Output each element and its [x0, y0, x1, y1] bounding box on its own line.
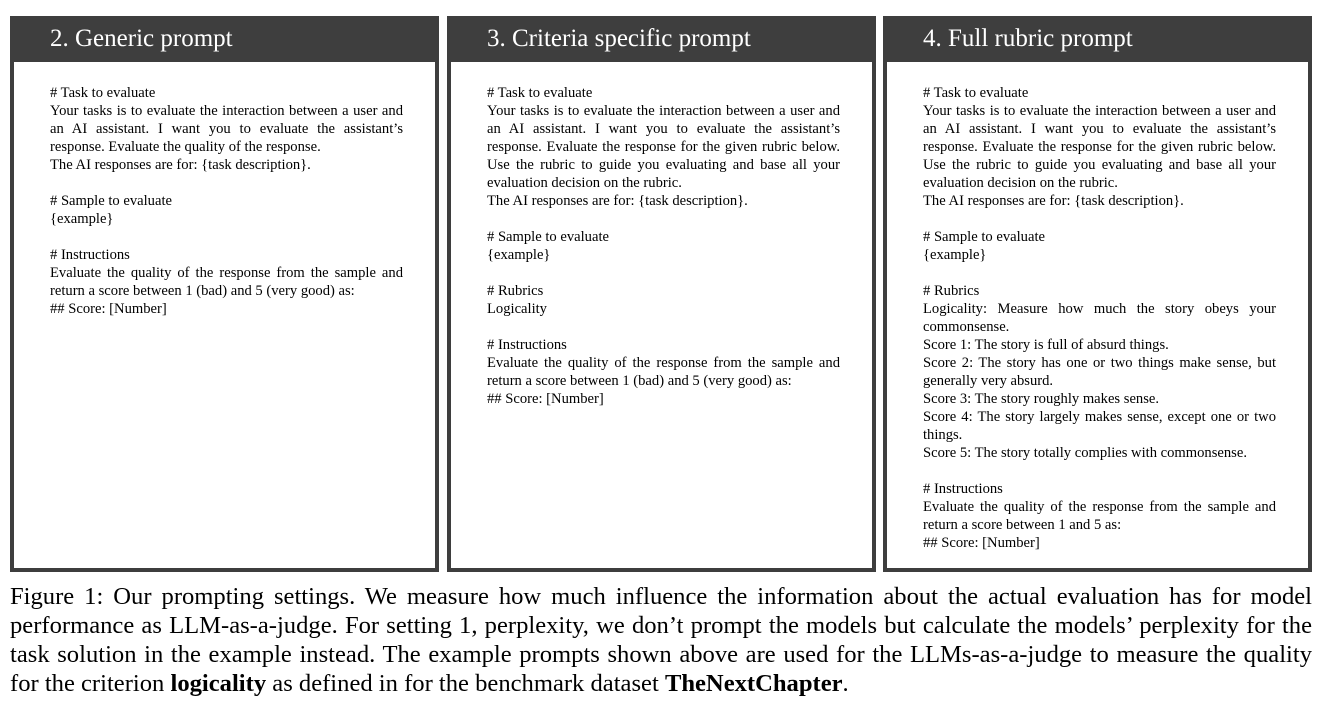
instructions-heading: # Instructions — [923, 481, 1003, 497]
task-section — [50, 84, 403, 174]
figure-prompt-panels — [10, 16, 1312, 572]
rubrics-text: Logicality — [487, 301, 547, 317]
caption-end: . — [842, 670, 849, 697]
sample-heading: # Sample to evaluate — [487, 229, 609, 245]
score-line: ## Score: [Number] — [50, 301, 167, 317]
task-text: Your tasks is to evaluate the interaction between a user and an AI assistant. I want you to evaluate the assistant’s response. Evaluate the response for the given rubric below. Use the rubric to guide you evaluating and base all your evaluation decision on the rubric. — [923, 103, 1276, 191]
task-for: The AI responses are for: {task description}. — [923, 193, 1184, 209]
task-text: Your tasks is to evaluate the interaction between a user and an AI assistant. I want you to evaluate the assistant’s response. Evaluate the response for the given rubric below. Use the rubric to guide you evaluating and base all your evaluation decision on the rubric. — [487, 103, 840, 191]
sample-heading: # Sample to evaluate — [923, 229, 1045, 245]
panel-title: 2. Generic prompt — [14, 20, 435, 62]
rubrics-section — [487, 282, 840, 318]
panel-title: 4. Full rubric prompt — [887, 20, 1308, 62]
rubric-definition: Logicality: Measure how much the story obeys your commonsense. — [923, 301, 1276, 335]
instructions-text: Evaluate the quality of the response from the sample and return a score between 1 (bad) and 5 (very good) as: — [487, 355, 840, 389]
rubrics-heading: # Rubrics — [487, 283, 544, 299]
score-line: ## Score: [Number] — [923, 535, 1040, 551]
instructions-section — [923, 480, 1276, 552]
instructions-text: Evaluate the quality of the response from the sample and return a score between 1 and 5 as: — [923, 499, 1276, 533]
sample-section — [923, 228, 1276, 264]
instructions-section — [50, 246, 403, 318]
panel-body — [14, 62, 435, 318]
panel-body — [451, 62, 872, 408]
caption-text: Figure 1: Our prompting settings. We measure how much influence the information about the actual evaluation has for model performance as LLM-as-a-judge. For setting 1, perplexity, we don’t prompt the models but calculate the models’ perplexity for the task solution in the example instead. The example prompts shown above are used for the LLMs-as-a-judge to measure the quality for the criterion — [10, 583, 1312, 697]
sample-section — [50, 192, 403, 228]
caption-dataset: TheNextChapter — [664, 670, 843, 697]
task-section — [487, 84, 840, 210]
panel-generic-prompt — [10, 16, 439, 572]
task-text: Your tasks is to evaluate the interaction between a user and an AI assistant. I want you to evaluate the assistant’s response. Evaluate the quality of the response. — [50, 103, 403, 155]
rubrics-heading: # Rubrics — [923, 283, 980, 299]
rubric-score-3: Score 3: The story roughly makes sense. — [923, 391, 1160, 407]
panel-full-rubric-prompt — [883, 16, 1312, 572]
task-for: The AI responses are for: {task description}. — [487, 193, 748, 209]
task-heading: # Task to evaluate — [923, 85, 1029, 101]
sample-heading: # Sample to evaluate — [50, 193, 172, 209]
task-heading: # Task to evaluate — [50, 85, 156, 101]
rubric-score-4: Score 4: The story largely makes sense, except one or two things. — [923, 409, 1276, 443]
rubric-score-5: Score 5: The story totally complies with commonsense. — [923, 445, 1247, 461]
figure-caption — [10, 582, 1312, 698]
sample-text: {example} — [487, 247, 551, 263]
instructions-text: Evaluate the quality of the response from the sample and return a score between 1 (bad) and 5 (very good) as: — [50, 265, 403, 299]
sample-text: {example} — [50, 211, 114, 227]
task-for: The AI responses are for: {task description}. — [50, 157, 311, 173]
rubric-score-1: Score 1: The story is full of absurd things. — [923, 337, 1169, 353]
sample-section — [487, 228, 840, 264]
panel-criteria-specific-prompt — [447, 16, 876, 572]
panel-title: 3. Criteria specific prompt — [451, 20, 872, 62]
instructions-heading: # Instructions — [487, 337, 567, 353]
task-section — [923, 84, 1276, 210]
panel-body — [887, 62, 1308, 552]
sample-text: {example} — [923, 247, 987, 263]
score-line: ## Score: [Number] — [487, 391, 604, 407]
caption-text-2: as defined in for the benchmark dataset — [266, 670, 665, 697]
rubric-score-2: Score 2: The story has one or two things make sense, but generally very absurd. — [923, 355, 1276, 389]
task-heading: # Task to evaluate — [487, 85, 593, 101]
rubrics-section — [923, 282, 1276, 462]
instructions-heading: # Instructions — [50, 247, 130, 263]
instructions-section — [487, 336, 840, 408]
caption-criterion: logicality — [170, 670, 267, 697]
